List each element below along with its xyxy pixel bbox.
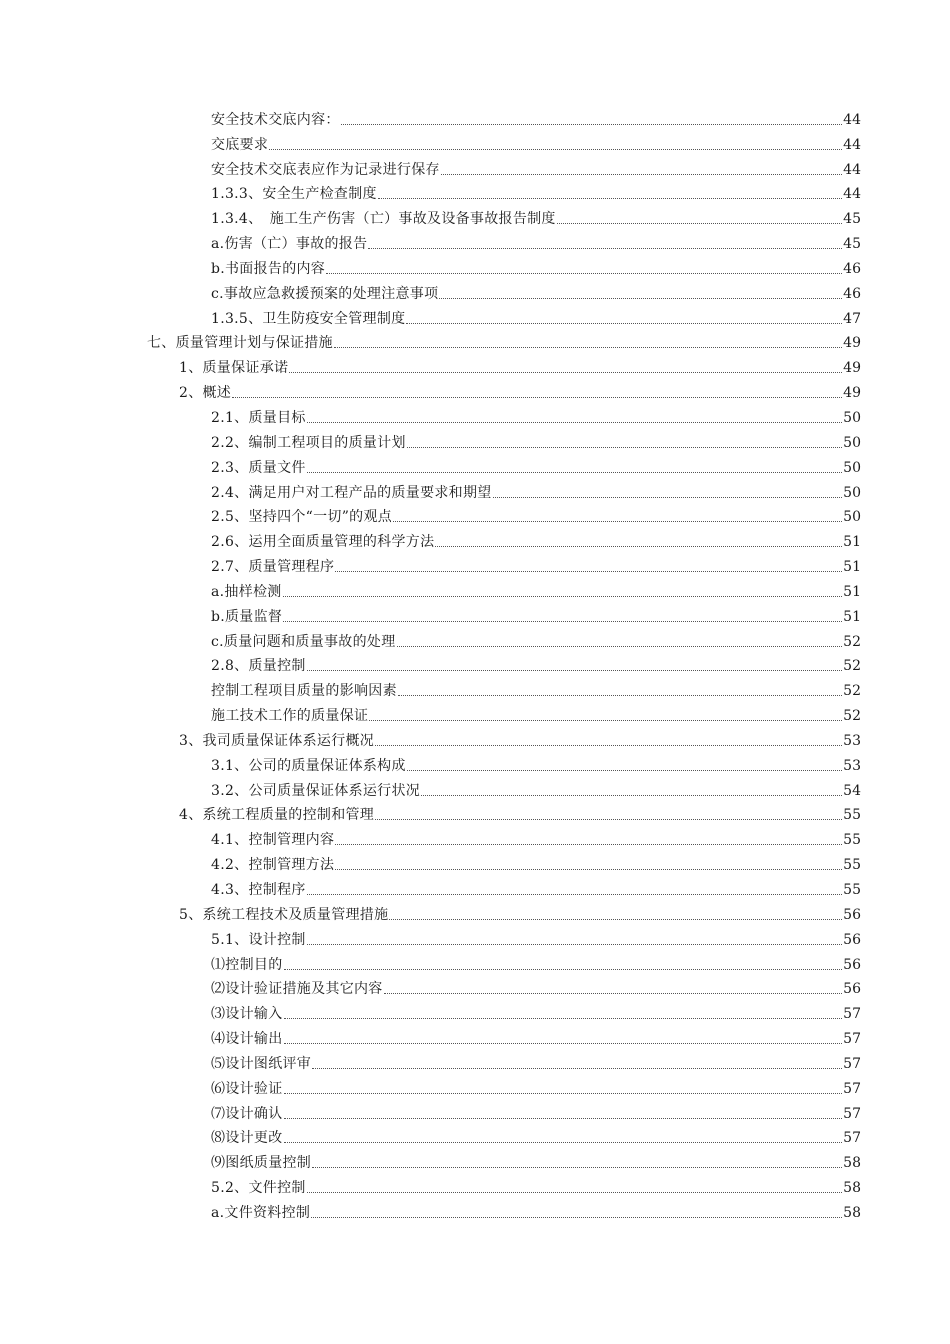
toc-dot-leader bbox=[284, 1043, 843, 1044]
toc-entry-title: 2、概述 bbox=[179, 385, 232, 402]
toc-dot-leader bbox=[307, 1192, 843, 1193]
toc-entry[interactable] bbox=[0, 452, 950, 477]
toc-entry[interactable] bbox=[0, 377, 950, 402]
toc-entry-page-number: 52 bbox=[843, 683, 861, 700]
toc-dot-leader bbox=[284, 1118, 843, 1119]
toc-entry[interactable] bbox=[0, 477, 950, 502]
toc-dot-leader bbox=[557, 223, 842, 224]
toc-entry-title: 5.1、设计控制 bbox=[211, 931, 306, 948]
toc-entry-title: c.事故应急救援预案的处理注意事项 bbox=[211, 285, 439, 302]
toc-entry-title: 2.1、质量目标 bbox=[211, 409, 306, 426]
toc-entry[interactable] bbox=[0, 1147, 950, 1172]
toc-entry-title: a.伤害（亡）事故的报告 bbox=[211, 236, 368, 253]
toc-entry[interactable] bbox=[0, 725, 950, 750]
toc-dot-leader bbox=[341, 124, 842, 125]
toc-entry[interactable] bbox=[0, 849, 950, 874]
toc-entry-page-number: 57 bbox=[843, 1080, 861, 1097]
toc-entry-title: 2.3、质量文件 bbox=[211, 459, 306, 476]
toc-entry[interactable] bbox=[0, 352, 950, 377]
toc-entry-title: 安全技术交底表应作为记录进行保存 bbox=[211, 161, 440, 178]
toc-entry[interactable] bbox=[0, 874, 950, 899]
toc-entry-title: b.质量监督 bbox=[211, 608, 283, 625]
toc-entry-page-number: 50 bbox=[843, 409, 861, 426]
toc-entry-title: ⑻设计更改 bbox=[211, 1130, 283, 1147]
toc-dot-leader bbox=[326, 273, 842, 274]
toc-entry-page-number: 49 bbox=[843, 385, 861, 402]
toc-entry-title: 2.2、编制工程项目的质量计划 bbox=[211, 434, 406, 451]
toc-entry-page-number: 54 bbox=[843, 782, 861, 799]
toc-entry-page-number: 45 bbox=[843, 236, 861, 253]
toc-entry-page-number: 44 bbox=[843, 186, 861, 203]
toc-entry[interactable] bbox=[0, 526, 950, 551]
toc-entry[interactable] bbox=[0, 1023, 950, 1048]
toc-dot-leader bbox=[269, 149, 842, 150]
toc-entry-page-number: 46 bbox=[843, 285, 861, 302]
toc-entry[interactable] bbox=[0, 750, 950, 775]
toc-entry-title: 4.1、控制管理内容 bbox=[211, 832, 335, 849]
toc-dot-leader bbox=[378, 198, 842, 199]
toc-dot-leader bbox=[334, 347, 842, 348]
toc-entry-page-number: 58 bbox=[843, 1204, 861, 1221]
toc-entry-page-number: 51 bbox=[843, 608, 861, 625]
toc-entry-title: 4.3、控制程序 bbox=[211, 882, 306, 898]
toc-entry-title: ⑼图纸质量控制 bbox=[211, 1155, 312, 1172]
toc-entry[interactable] bbox=[0, 328, 950, 353]
toc-dot-leader bbox=[312, 1167, 842, 1168]
toc-dot-leader bbox=[335, 571, 842, 572]
toc-entry[interactable] bbox=[0, 700, 950, 725]
toc-entry-title: 施工技术工作的质量保证 bbox=[211, 708, 369, 725]
toc-entry-page-number: 55 bbox=[843, 882, 861, 898]
toc-entry-title: 3.2、公司质量保证体系运行状况 bbox=[211, 782, 421, 799]
toc-entry[interactable] bbox=[0, 253, 950, 278]
toc-entry-title: 1、质量保证承诺 bbox=[179, 360, 289, 377]
toc-entry-page-number: 56 bbox=[843, 956, 861, 973]
toc-dot-leader bbox=[307, 422, 843, 423]
toc-entry-title: ⑸设计图纸评审 bbox=[211, 1055, 312, 1072]
toc-entry[interactable] bbox=[0, 278, 950, 303]
toc-entry[interactable] bbox=[0, 104, 950, 129]
toc-entry-title: 1.3.4、 施工生产伤害（亡）事故及设备事故报告制度 bbox=[211, 211, 556, 228]
toc-entry[interactable] bbox=[0, 576, 950, 601]
toc-entry-page-number: 58 bbox=[843, 1155, 861, 1172]
toc-dot-leader bbox=[307, 894, 843, 895]
toc-dot-leader bbox=[406, 323, 842, 324]
toc-dot-leader bbox=[393, 521, 842, 522]
toc-entry[interactable] bbox=[0, 651, 950, 676]
toc-entry-title: 七、质量管理计划与保证措施 bbox=[147, 335, 333, 352]
toc-entry-title: 1.3.5、卫生防疫安全管理制度 bbox=[211, 310, 406, 327]
toc-entry-page-number: 50 bbox=[843, 484, 861, 501]
toc-entry-page-number: 45 bbox=[843, 211, 861, 228]
toc-entry[interactable] bbox=[0, 899, 950, 924]
toc-entry[interactable] bbox=[0, 551, 950, 576]
toc-entry[interactable] bbox=[0, 1197, 950, 1222]
toc-entry[interactable] bbox=[0, 303, 950, 328]
toc-entry-title: ⑴控制目的 bbox=[211, 956, 283, 973]
toc-entry-page-number: 52 bbox=[843, 708, 861, 725]
toc-entry-title: ⑶设计输入 bbox=[211, 1006, 283, 1023]
toc-entry-title: 3.1、公司的质量保证体系构成 bbox=[211, 757, 406, 774]
toc-entry[interactable] bbox=[0, 154, 950, 179]
toc-entry-page-number: 55 bbox=[843, 857, 861, 874]
toc-entry-title: c.质量问题和质量事故的处理 bbox=[211, 633, 396, 650]
toc-entry[interactable] bbox=[0, 949, 950, 974]
toc-dot-leader bbox=[312, 1068, 842, 1069]
toc-entry-page-number: 52 bbox=[843, 633, 861, 650]
toc-dot-leader bbox=[335, 844, 842, 845]
toc-entry-title: 5.2、文件控制 bbox=[211, 1180, 306, 1197]
toc-entry-page-number: 57 bbox=[843, 1055, 861, 1072]
toc-dot-leader bbox=[284, 969, 843, 970]
toc-entry-page-number: 53 bbox=[843, 757, 861, 774]
toc-dot-leader bbox=[375, 819, 842, 820]
toc-entry[interactable] bbox=[0, 1172, 950, 1197]
toc-entry-page-number: 53 bbox=[843, 732, 861, 749]
toc-entry-page-number: 46 bbox=[843, 260, 861, 277]
toc-dot-leader bbox=[232, 397, 842, 398]
toc-entry-title: a.抽样检测 bbox=[211, 583, 282, 600]
toc-entry[interactable] bbox=[0, 1048, 950, 1073]
toc-entry[interactable] bbox=[0, 228, 950, 253]
toc-dot-leader bbox=[289, 372, 842, 373]
toc-dot-leader bbox=[441, 174, 842, 175]
toc-entry-page-number: 50 bbox=[843, 509, 861, 526]
toc-entry-title: 2.4、满足用户对工程产品的质量要求和期望 bbox=[211, 484, 492, 501]
toc-dot-leader bbox=[283, 596, 843, 597]
toc-entry[interactable] bbox=[0, 800, 950, 825]
toc-entry-title: ⑹设计验证 bbox=[211, 1080, 283, 1097]
toc-entry-title: 2.6、运用全面质量管理的科学方法 bbox=[211, 534, 435, 551]
toc-entry-page-number: 51 bbox=[843, 559, 861, 576]
toc-entry[interactable] bbox=[0, 129, 950, 154]
toc-dot-leader bbox=[439, 298, 842, 299]
toc-entry-title: ⑺设计确认 bbox=[211, 1105, 283, 1122]
toc-entry-page-number: 49 bbox=[843, 360, 861, 377]
toc-dot-leader bbox=[369, 720, 842, 721]
toc-entry-page-number: 44 bbox=[843, 136, 861, 153]
toc-entry-title: 3、我司质量保证体系运行概况 bbox=[179, 732, 375, 749]
toc-entry[interactable] bbox=[0, 1073, 950, 1098]
toc-entry-page-number: 57 bbox=[843, 1130, 861, 1147]
toc-entry-page-number: 50 bbox=[843, 459, 861, 476]
toc-dot-leader bbox=[284, 1018, 843, 1019]
toc-dot-leader bbox=[407, 770, 842, 771]
toc-entry[interactable] bbox=[0, 998, 950, 1023]
toc-entry-page-number: 44 bbox=[843, 111, 861, 128]
toc-entry-title: b.书面报告的内容 bbox=[211, 260, 326, 277]
toc-entry-title: 安全技术交底内容： bbox=[211, 111, 340, 128]
toc-dot-leader bbox=[435, 546, 842, 547]
toc-entry-page-number: 49 bbox=[843, 335, 861, 352]
toc-dot-leader bbox=[284, 1093, 843, 1094]
toc-entry-page-number: 52 bbox=[843, 658, 861, 675]
toc-entry-title: 2.5、坚持四个“一切”的观点 bbox=[211, 509, 393, 526]
toc-dot-leader bbox=[421, 795, 842, 796]
toc-dot-leader bbox=[397, 646, 843, 647]
toc-entry-title: 4.2、控制管理方法 bbox=[211, 857, 335, 874]
toc-entry[interactable] bbox=[0, 203, 950, 228]
toc-dot-leader bbox=[368, 248, 842, 249]
toc-entry[interactable] bbox=[0, 179, 950, 204]
toc-dot-leader bbox=[307, 944, 843, 945]
toc-entry[interactable] bbox=[0, 924, 950, 949]
toc-entry-title: a.文件资料控制 bbox=[211, 1204, 311, 1221]
toc-entry-page-number: 57 bbox=[843, 1105, 861, 1122]
toc-entry-title: ⑷设计输出 bbox=[211, 1031, 283, 1048]
toc-entry-page-number: 51 bbox=[843, 534, 861, 551]
toc-dot-leader bbox=[407, 447, 842, 448]
toc-entry-title: 交底要求 bbox=[211, 136, 269, 153]
toc-entry-title: 1.3.3、安全生产检查制度 bbox=[211, 186, 377, 203]
toc-dot-leader bbox=[389, 919, 842, 920]
toc-entry[interactable] bbox=[0, 402, 950, 427]
toc-dot-leader bbox=[283, 621, 842, 622]
toc-dot-leader bbox=[307, 670, 843, 671]
toc-dot-leader bbox=[284, 1142, 843, 1143]
toc-entry-page-number: 57 bbox=[843, 1031, 861, 1048]
toc-dot-leader bbox=[375, 745, 842, 746]
toc-dot-leader bbox=[307, 472, 843, 473]
toc-entry-title: 控制工程项目质量的影响因素 bbox=[211, 683, 397, 700]
toc-entry-page-number: 47 bbox=[843, 310, 861, 327]
toc-entry-page-number: 56 bbox=[843, 981, 861, 998]
toc-entry-title: 5、系统工程技术及质量管理措施 bbox=[179, 906, 389, 923]
toc-dot-leader bbox=[398, 695, 842, 696]
toc-entry-page-number: 55 bbox=[843, 832, 861, 849]
toc-dot-leader bbox=[335, 869, 842, 870]
toc-entry[interactable] bbox=[0, 775, 950, 800]
toc-entry[interactable] bbox=[0, 1098, 950, 1123]
toc-entry-page-number: 55 bbox=[843, 807, 861, 824]
toc-dot-leader bbox=[493, 497, 843, 498]
toc-entry[interactable] bbox=[0, 502, 950, 527]
toc-entry-title: 2.7、质量管理程序 bbox=[211, 559, 335, 576]
toc-entry-title: ⑵设计验证措施及其它内容 bbox=[211, 981, 383, 998]
toc-entry[interactable] bbox=[0, 675, 950, 700]
toc-entry-title: 4、系统工程质量的控制和管理 bbox=[179, 807, 375, 824]
toc-entry-page-number: 44 bbox=[843, 161, 861, 178]
toc-entry[interactable] bbox=[0, 1123, 950, 1148]
toc-entry[interactable] bbox=[0, 626, 950, 651]
toc-entry-page-number: 56 bbox=[843, 906, 861, 923]
toc-entry-page-number: 58 bbox=[843, 1180, 861, 1197]
toc-entry[interactable] bbox=[0, 601, 950, 626]
toc-entry[interactable] bbox=[0, 427, 950, 452]
toc-entry[interactable] bbox=[0, 974, 950, 999]
toc-entry-title: 2.8、质量控制 bbox=[211, 658, 306, 675]
toc-entry[interactable] bbox=[0, 824, 950, 849]
toc-entry-page-number: 50 bbox=[843, 434, 861, 451]
toc-entry-page-number: 56 bbox=[843, 931, 861, 948]
toc-dot-leader bbox=[384, 993, 843, 994]
table-of-contents bbox=[0, 104, 950, 1222]
toc-entry-page-number: 57 bbox=[843, 1006, 861, 1023]
toc-dot-leader bbox=[311, 1217, 842, 1218]
toc-entry-page-number: 51 bbox=[843, 583, 861, 600]
